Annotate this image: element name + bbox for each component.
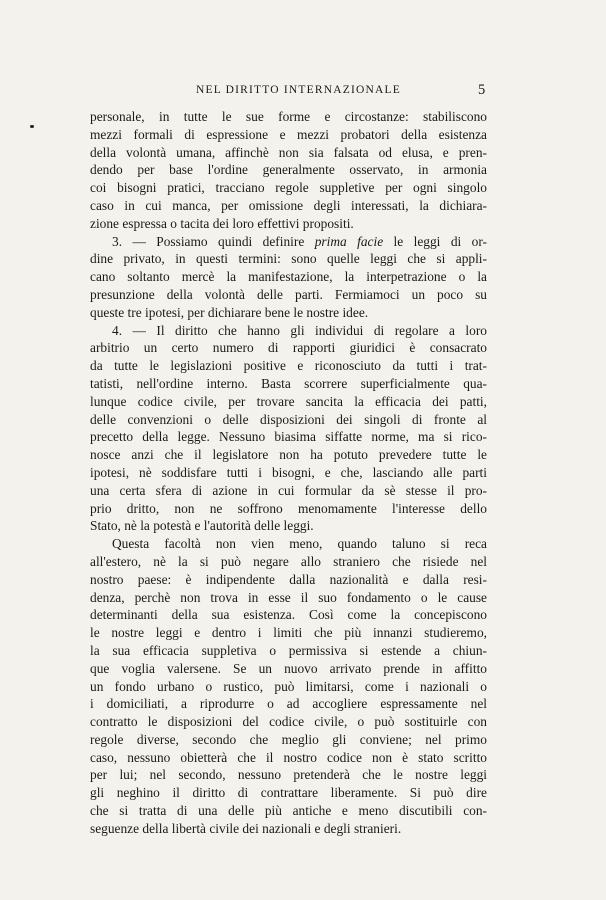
running-head: NEL DIRITTO INTERNAZIONALE: [196, 84, 401, 96]
text-line: cano soltanto mercè la manifestazione, la interpetrazione o la: [90, 269, 487, 285]
text-line: caso, nessuno obietterà che il nostro codice non è stato scritto: [90, 749, 487, 765]
text-line: gli neghino il diritto di contrattare liberamente. Si può dire: [90, 785, 487, 801]
paragraph-3-start: 3. — Possiamo quindi definire prima facie le leggi di or-: [112, 233, 487, 249]
page-header: [0, 84, 606, 104]
body-text: [90, 108, 487, 838]
text-line: le nostre leggi e dentro i limiti che più innanzi studieremo,: [90, 625, 487, 641]
ink-speck: [30, 125, 34, 128]
text-line: arbitrio un certo numero di rapporti giuridici è consacrato: [90, 340, 487, 356]
text-line: determinanti della sua esistenza. Così come la concepiscono: [90, 607, 487, 623]
text-line: la sua efficacia suppletiva o permissiva si estende a chiun-: [90, 642, 487, 658]
text-line: lunque codice civile, per trovare sancita la efficacia dei patti,: [90, 393, 487, 409]
text-line: contratto le disposizioni del codice civile, o può sostituirle con: [90, 714, 487, 730]
text-line: ipotesi, nè soddisfare tutti i bisogni, e che, lasciando alle parti: [90, 464, 487, 480]
text-line: all'estero, nè la si può negare allo straniero che risiede nel: [90, 553, 487, 569]
text-line: i domiciliati, a riprodurre o ad accogliere espressamente nel: [90, 696, 487, 712]
text-line: Stato, nè la potestà e l'autorità delle leggi.: [90, 518, 314, 534]
text-line: mezzi formali di espressione e mezzi probatori della esistenza: [90, 126, 487, 142]
text-line: precetto della legge. Nessuno biasima siffatte norme, ma si rico-: [90, 429, 487, 445]
text-line: zione espressa o tacita dei loro effettivi propositi.: [90, 215, 354, 231]
text-line: da tutte le legislazioni positive e riconosciuto da tutti i trat-: [90, 358, 487, 374]
text-line: una certa sfera di azione in cui formular da sè stesse il pro-: [90, 482, 487, 498]
text-line: coi bisogni pratici, tracciano regole suppletive per ogni singolo: [90, 180, 487, 196]
text-line: regole diverse, secondo che meglio gli conviene; nel primo: [90, 731, 487, 747]
text-line: seguenze della libertà civile dei nazionali e degli stranieri.: [90, 820, 402, 836]
text-line: presunzione della volontà delle parti. Fermiamoci un poco su: [90, 286, 487, 302]
text-line: queste tre ipotesi, per dichiarare bene le nostre idee.: [90, 304, 369, 320]
text-line: delle convenzioni o delle disposizioni dei singoli di fronte al: [90, 411, 487, 427]
text-line: personale, in tutte le sue forme e circostanze: stabiliscono: [90, 109, 487, 124]
text-line: denza, perchè non trova in esse il suo fondamento o le cause: [90, 589, 487, 605]
text-line: per lui; nel secondo, nessuno pretenderà che le nostre leggi: [90, 767, 487, 783]
text-line: dendo per base l'ordine generalmente osservato, in armonia: [90, 162, 487, 178]
text-line: tatisti, nell'ordine interno. Basta scorrere superficialmente qua-: [90, 375, 487, 391]
text-line: un fondo urbano o rustico, può limitarsi, come i nazionali o: [90, 678, 487, 694]
page-number: 5: [478, 82, 486, 98]
text-line: prio dritto, non ne soffrono menomamente l'interesse dello: [90, 500, 487, 516]
text-line: nosce anzi che il legislatore non ha potuto prevedere tutte le: [90, 447, 487, 463]
latin-phrase: prima facie: [314, 233, 384, 249]
text-line: che si tratta di una delle più antiche e meno discutibili con-: [90, 803, 487, 819]
text-line: nostro paese: è indipendente dalla nazionalità e dalla resi-: [90, 571, 487, 587]
paragraph-4-start: 4. — Il diritto che hanno gli individui di regolare a loro: [112, 322, 487, 338]
text-line: que voglia valersene. Se un nuovo arrivato prende in affitto: [90, 660, 487, 676]
text-line: caso in cui manca, per omissione degli interessati, la dichiara-: [90, 197, 487, 213]
text-line: dine privato, in questi termini: sono quelle leggi che si appli-: [90, 251, 487, 267]
paragraph-start: Questa facoltà non vien meno, quando taluno si reca: [112, 536, 487, 552]
text-line: della volontà umana, affinchè non sia falsata od elusa, e pren-: [90, 144, 487, 160]
